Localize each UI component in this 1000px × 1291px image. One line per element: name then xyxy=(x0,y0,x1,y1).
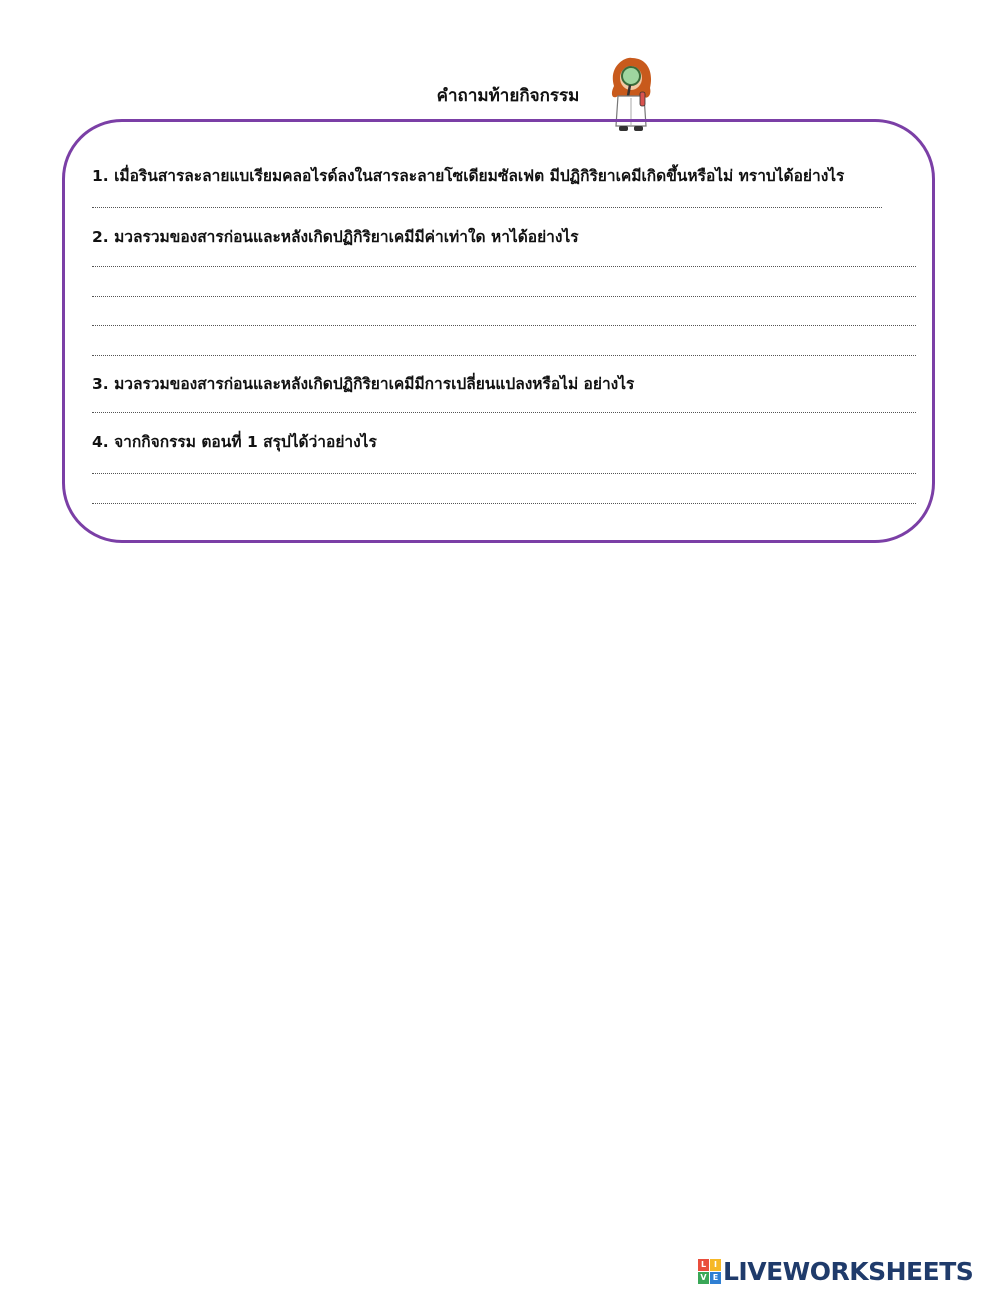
worksheet-title: คำถามท้ายกิจกรรม xyxy=(436,86,580,106)
liveworksheets-logo-icon xyxy=(698,1259,720,1283)
question-2: 2. มวลรวมของสารก่อนและหลังเกิดปฏิกิริยาเคมีมีค่าเท่าใด หาได้อย่างไร xyxy=(92,228,579,246)
answer-line-4b[interactable] xyxy=(92,503,916,504)
logo-letter-i: I xyxy=(710,1259,721,1271)
answer-line-2b[interactable] xyxy=(92,296,916,297)
liveworksheets-brand xyxy=(698,1256,973,1286)
answer-line-2a[interactable] xyxy=(92,266,916,267)
answer-line-2d[interactable] xyxy=(92,355,916,356)
logo-letter-v: V xyxy=(698,1272,709,1284)
answer-line-3[interactable] xyxy=(92,412,916,413)
question-3: 3. มวลรวมของสารก่อนและหลังเกิดปฏิกิริยาเคมีมีการเปลี่ยนแปลงหรือไม่ อย่างไร xyxy=(92,375,635,393)
answer-line-1[interactable] xyxy=(92,207,882,208)
logo-letter-e: E xyxy=(710,1272,721,1284)
brand-name: LIVEWORKSHEETS xyxy=(723,1256,974,1286)
answer-line-2c[interactable] xyxy=(92,325,916,326)
logo-letter-l: L xyxy=(698,1259,709,1271)
question-4: 4. จากกิจกรรม ตอนที่ 1 สรุปได้ว่าอย่างไร xyxy=(92,433,377,451)
answer-line-4a[interactable] xyxy=(92,473,916,474)
question-1: 1. เมื่อรินสารละลายแบเรียมคลอไรด์ลงในสารละลายโซเดียมซัลเฟต มีปฏิกิริยาเคมีเกิดขึ้นหรือไม่ ทราบได้อย่างไร xyxy=(92,167,845,185)
